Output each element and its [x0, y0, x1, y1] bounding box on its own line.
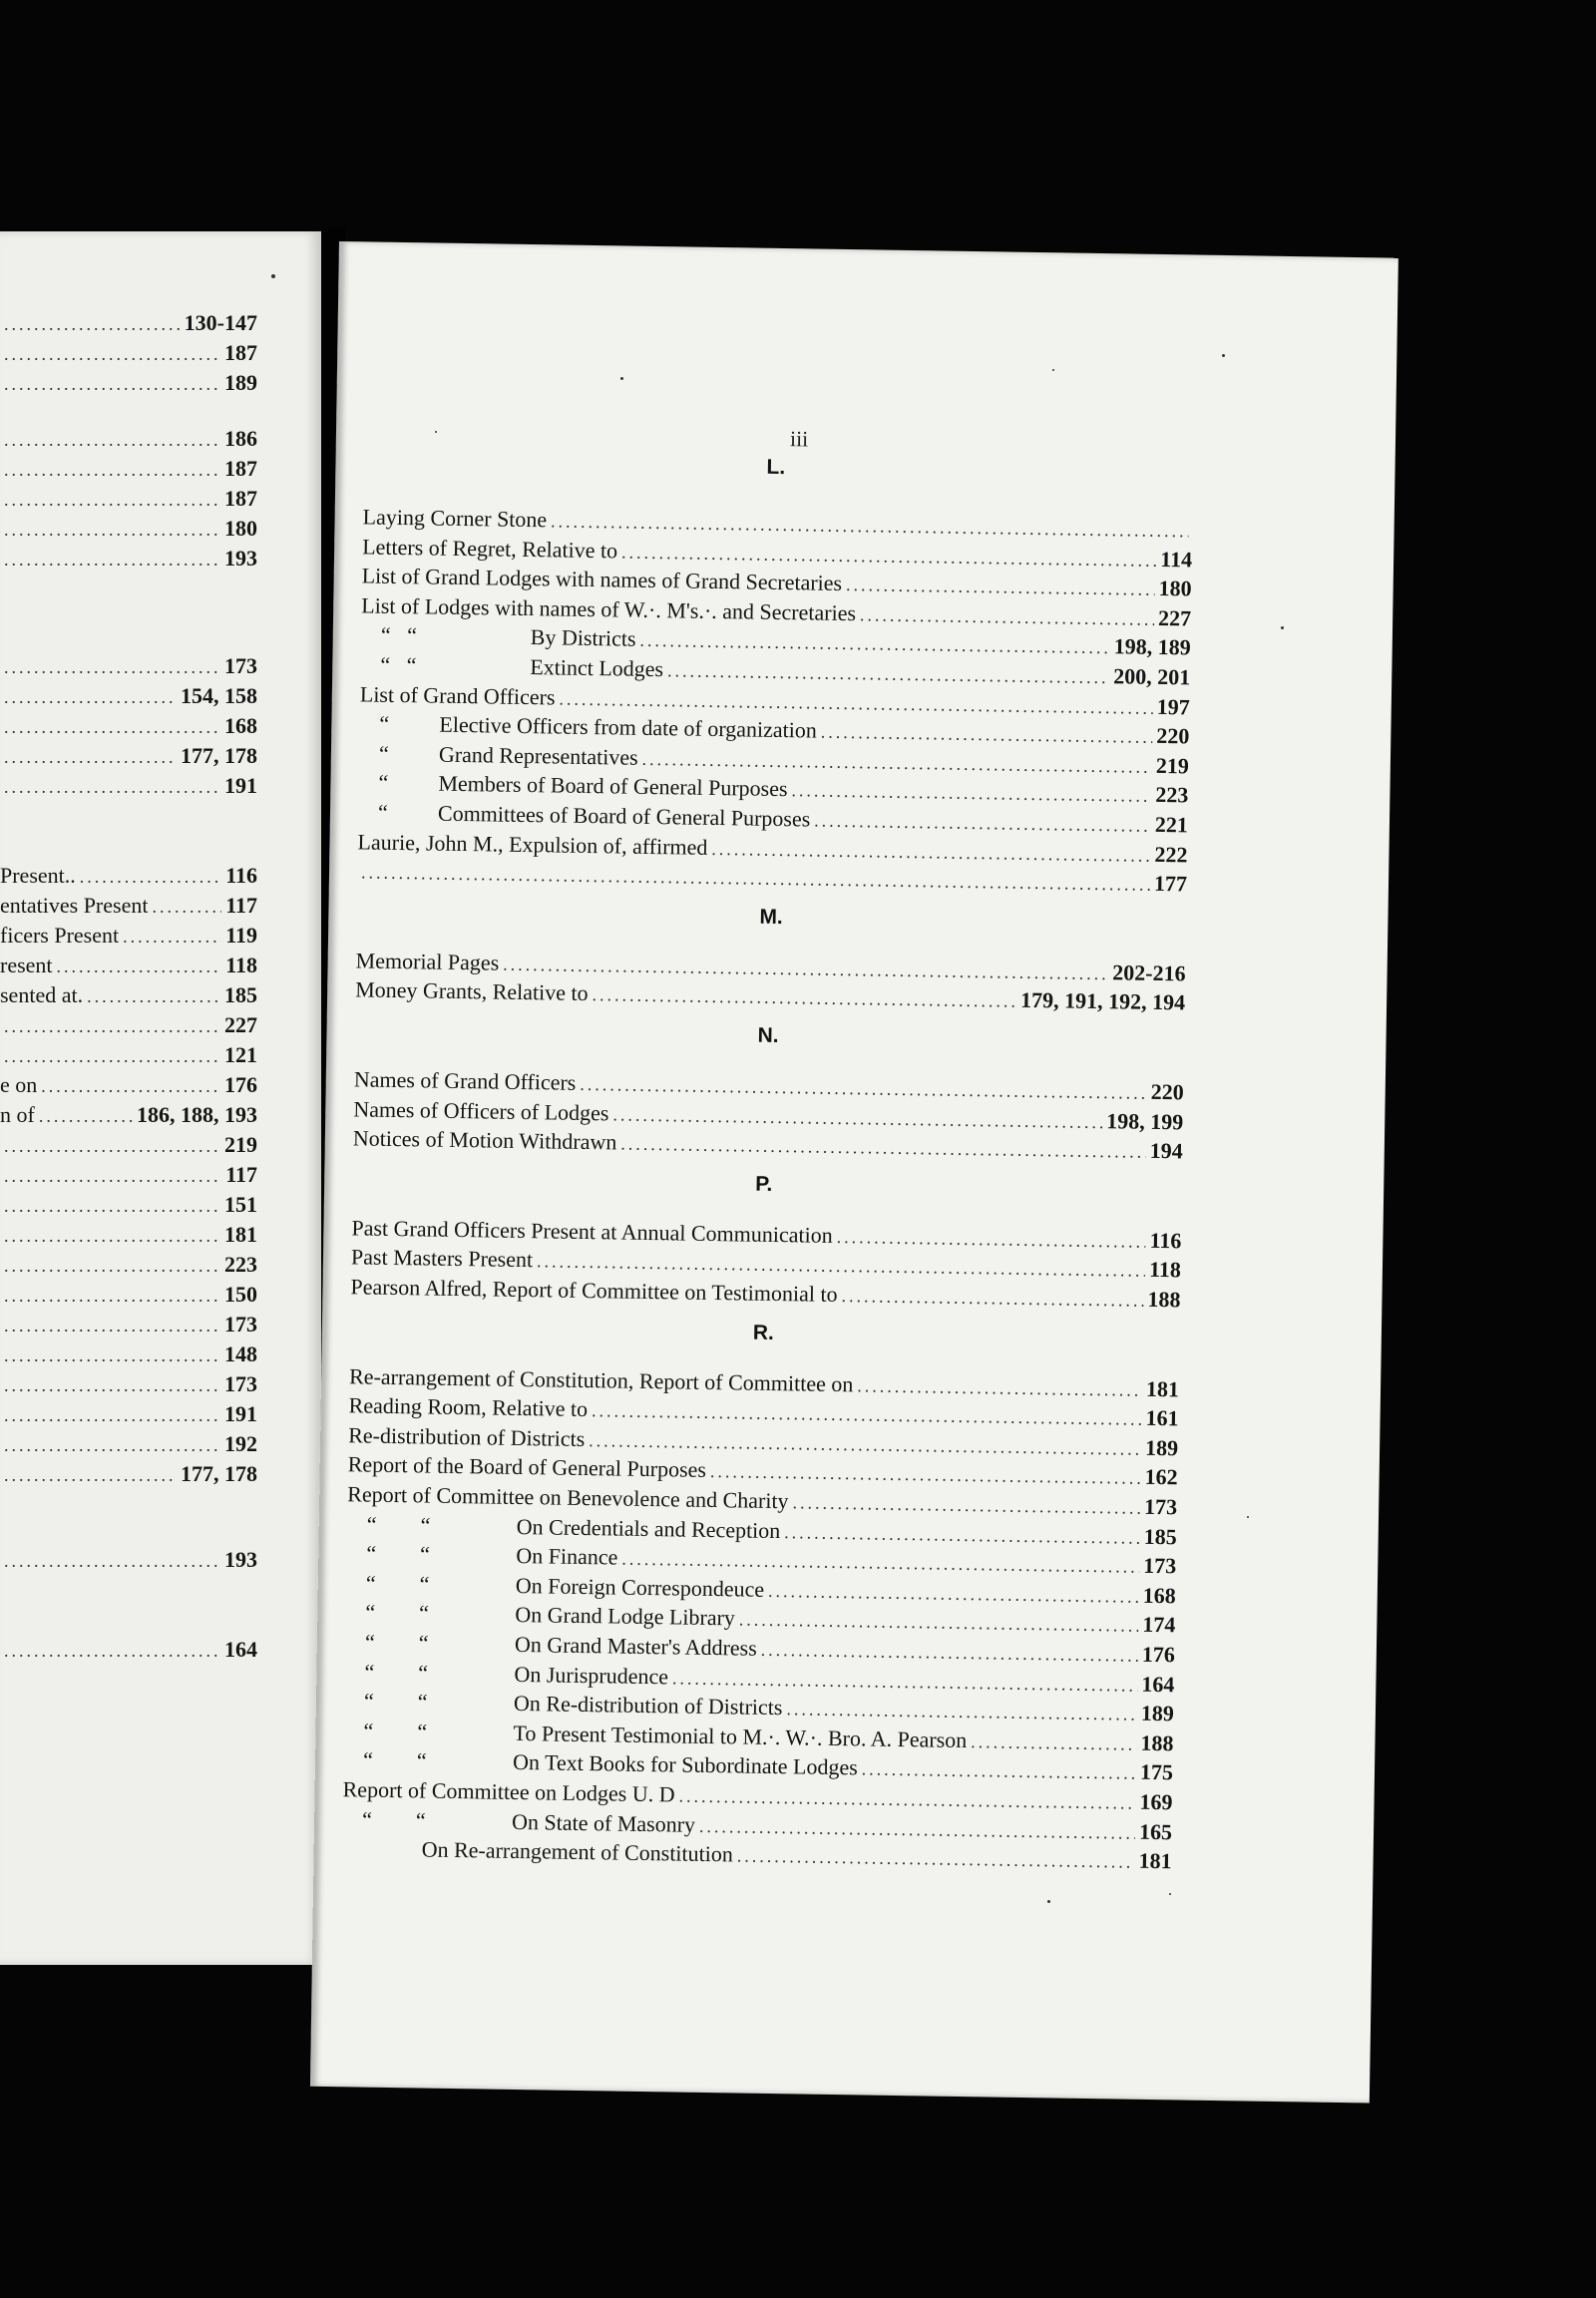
leader-dots [4, 1192, 220, 1220]
leader-dots [4, 1637, 220, 1665]
page-ref: 187 [224, 486, 257, 511]
entry-title: Pearson Alfred, Report of Committee on Testimonial to [350, 1274, 838, 1307]
page-ref: 162 [1144, 1464, 1178, 1490]
page-ref: 222 [1154, 841, 1188, 868]
page-ref: 114 [1160, 546, 1193, 573]
page-ref: 173 [224, 653, 257, 678]
left-index-entry [0, 922, 257, 951]
leader-dots [4, 1312, 220, 1340]
page-ref: 180 [1158, 575, 1192, 601]
leader-dots [57, 953, 222, 980]
entry-title: On Text Books for Subordinate Lodges [512, 1749, 858, 1780]
page-ref: 188 [1140, 1729, 1174, 1756]
page-ref: 223 [224, 1252, 257, 1277]
entry-title: On Jurisprudence [514, 1661, 669, 1689]
leader-dots [4, 486, 220, 514]
page-ref: 186, 188, 193 [137, 1102, 257, 1127]
ditto-mark: “ [378, 770, 389, 796]
leader-dots [4, 683, 177, 711]
entry-title: On Grand Master's Address [514, 1631, 757, 1661]
left-index-entry [0, 339, 257, 368]
entry-title: List of Lodges with names of W.·. M's.·. and Secretaries [361, 592, 857, 625]
ditto-mark: “ [378, 740, 389, 766]
leader-dots [4, 456, 220, 484]
speck-mark [1047, 1900, 1050, 1903]
left-index-entry [0, 1071, 257, 1100]
page-ref: 177, 178 [181, 743, 257, 768]
leader-dots [862, 1755, 1137, 1787]
entry-title: Committees of Board of General Purposes [437, 800, 811, 832]
page-ref: 179, 191, 192, 194 [1019, 987, 1186, 1015]
page-ref: 177, 178 [181, 1461, 257, 1486]
speck-mark [1247, 1516, 1249, 1518]
leader-dots [592, 980, 1016, 1015]
entry-title: Memorial Pages [355, 948, 500, 975]
entry-title: Elective Officers from date of organization [439, 711, 818, 743]
page-ref: 193 [224, 546, 257, 571]
leader-dots [4, 743, 177, 771]
page-ref: 118 [225, 953, 257, 977]
page-ref: 227 [224, 1012, 257, 1037]
ditto-mark: “ “ [363, 1718, 428, 1744]
leader-dots [4, 1132, 220, 1160]
entry-title: Report of the Board of General Purposes [347, 1451, 707, 1483]
entry-title: Money Grants, Relative to [355, 976, 589, 1006]
entry-title: To Present Testimonial to M.·. W.·. Bro. A. Pearson [513, 1720, 968, 1752]
leader-dots [4, 653, 220, 681]
page-ref: 185 [1143, 1523, 1177, 1549]
page-ref: 220 [1150, 1078, 1184, 1105]
left-index-entry [0, 1101, 257, 1130]
left-index-entry [0, 369, 257, 398]
speck-mark [1169, 1893, 1171, 1895]
page-ref: 180 [224, 516, 257, 541]
entry-title: List of Grand Lodges with names of Grand Secretaries [361, 563, 843, 596]
leader-dots [4, 1461, 177, 1489]
entry-title: On Credentials and Reception [516, 1513, 781, 1543]
entry-title: Grand Representatives [438, 741, 638, 770]
page-ref: 191 [224, 773, 257, 798]
entry-title: Members of Board of General Purposes [438, 771, 788, 802]
left-index-entry [0, 545, 257, 574]
entry-title: Re-distribution of Districts [348, 1422, 586, 1451]
leader-dots [4, 1547, 220, 1575]
page-ref: 177 [1153, 871, 1188, 897]
leader-dots [123, 923, 221, 951]
entry-title: Names of Officers of Lodges [353, 1095, 609, 1125]
entry-title: resent [0, 953, 53, 977]
left-index-entry [0, 1636, 257, 1665]
page-ref: 189 [224, 370, 257, 395]
entry-title: By Districts [530, 624, 636, 652]
page-ref: 116 [1149, 1227, 1182, 1254]
left-index-entry [0, 1041, 257, 1070]
page-ref: 169 [1139, 1788, 1173, 1815]
entry-title: Letters of Regret, Relative to [362, 533, 618, 564]
leader-dots [41, 1072, 220, 1100]
leader-dots [4, 426, 220, 454]
entry-title: On Foreign Correspondeuce [515, 1572, 765, 1602]
entry-title: On Re-arrangement of Constitution [421, 1836, 734, 1867]
page-ref: 185 [224, 982, 257, 1007]
page-ref: 188 [1147, 1286, 1181, 1313]
ditto-mark [342, 1855, 422, 1856]
page-ref: 161 [1145, 1405, 1179, 1431]
page-ref: 116 [225, 863, 257, 888]
page-ref: 164 [1141, 1671, 1175, 1697]
leader-dots [841, 1282, 1143, 1315]
page-ref: 197 [1156, 693, 1190, 720]
right-page [310, 241, 1398, 2103]
left-index-entry [0, 515, 257, 544]
page-ref: 181 [1145, 1375, 1180, 1401]
entry-title: e on [0, 1072, 38, 1097]
entry-title: entatives Present [0, 893, 149, 918]
left-index-entry [0, 712, 257, 741]
left-index-entry [0, 1546, 257, 1575]
speck-mark [1052, 369, 1054, 371]
page-ref: 165 [1138, 1818, 1173, 1844]
page-ref: 189 [1144, 1434, 1179, 1461]
page-number: iii [789, 426, 809, 452]
leader-dots [80, 863, 221, 891]
page-ref: 176 [1141, 1641, 1176, 1668]
entry-title: Laurie, John M., Expulsion of, affirmed [357, 828, 708, 860]
left-index-entry [0, 892, 257, 921]
left-index-entry [0, 425, 257, 454]
left-index-entry [0, 952, 257, 980]
left-index-entry [0, 1460, 257, 1489]
entry-title: Present.. [0, 863, 76, 888]
page-ref: 198, 199 [1106, 1107, 1184, 1134]
page-ref: 117 [225, 1162, 257, 1187]
leader-dots [4, 1042, 220, 1070]
section-letter: M. [759, 905, 783, 929]
page-ref: 202-216 [1112, 959, 1186, 986]
leader-dots [4, 1222, 220, 1250]
page-ref: 173 [1143, 1553, 1177, 1579]
left-index-entry [0, 1311, 257, 1340]
entry-title: n of [0, 1102, 35, 1127]
leader-dots [620, 1130, 1146, 1166]
left-index-entry [0, 742, 257, 771]
leader-dots [4, 713, 220, 741]
page-ref: 198, 189 [1113, 633, 1191, 660]
left-index-entry [0, 1400, 257, 1429]
ditto-mark: “ “ [364, 1629, 429, 1656]
section-letter: R. [752, 1321, 775, 1344]
leader-dots [4, 340, 220, 368]
page-ref: 130-147 [184, 310, 257, 335]
page-ref: 151 [224, 1192, 257, 1217]
page-ref: 168 [224, 713, 257, 738]
page-ref: 223 [1155, 782, 1189, 808]
ditto-mark: “ “ [380, 651, 417, 678]
ditto-mark: “ “ [364, 1659, 429, 1686]
ditto-mark: “ “ [366, 1540, 431, 1567]
leader-dots [4, 546, 220, 574]
section-letter: L. [766, 455, 786, 480]
entry-title: Past Grand Officers Present at Annual Communication [351, 1215, 833, 1248]
speck-mark [435, 431, 437, 433]
leader-dots [857, 1371, 1142, 1403]
entry-title: ficers Present [0, 923, 120, 948]
page-ref: 186 [224, 426, 257, 451]
ditto-mark: “ “ [363, 1688, 428, 1715]
ditto-mark: “ “ [362, 1746, 427, 1773]
leader-dots [152, 893, 221, 921]
page-ref: 118 [1148, 1257, 1182, 1283]
page-ref: 221 [1154, 811, 1189, 838]
section-letter: P. [755, 1172, 773, 1196]
left-index-entry [0, 1281, 257, 1310]
entry-title: On State of Masonry [511, 1808, 696, 1837]
entry-title: On Finance [516, 1543, 618, 1570]
entry-title: On Re-distribution of Districts [513, 1691, 783, 1721]
entry-title: Report of Committee on Benevolence and Charity [347, 1481, 789, 1514]
page-ref: 173 [224, 1312, 257, 1337]
entry-title: Reading Room, Relative to [348, 1392, 589, 1422]
leader-dots [4, 1341, 220, 1369]
page-ref: 219 [1155, 752, 1190, 779]
leader-dots [846, 571, 1155, 603]
entry-title: Extinct Lodges [530, 654, 664, 682]
left-index-entry [0, 862, 257, 891]
left-index-entry [0, 1430, 257, 1459]
ditto-mark: “ “ [366, 1511, 431, 1538]
left-index-entry [0, 1340, 257, 1369]
left-index-entry [0, 682, 257, 711]
ditto-mark: “ [379, 710, 390, 737]
leader-dots [821, 718, 1153, 751]
left-index-entry [0, 1191, 257, 1220]
page-ref: 181 [1138, 1847, 1172, 1874]
leader-dots [814, 807, 1151, 840]
page-ref: 173 [1143, 1493, 1178, 1520]
entry-title: On Grand Lodge Library [515, 1602, 736, 1631]
page-ref: 119 [225, 923, 257, 948]
left-index-entry [0, 455, 257, 484]
page-ref: 164 [224, 1637, 257, 1662]
entry-title: Laying Corner Stone [362, 504, 548, 533]
ditto-mark: “ “ [380, 622, 418, 648]
left-index-entry [0, 981, 257, 1010]
page-ref: 175 [1139, 1759, 1174, 1785]
leader-dots [87, 982, 220, 1010]
entry-title: Past Masters Present [350, 1244, 534, 1273]
ditto-mark: “ “ [365, 1599, 430, 1626]
section-letter: N. [757, 1023, 779, 1048]
page-ref: 117 [225, 893, 257, 918]
leader-dots [4, 1401, 220, 1429]
left-page [0, 231, 321, 1965]
leader-dots [860, 600, 1155, 633]
entry-title: Report of Committee on Lodges U. D [342, 1776, 675, 1807]
left-index-entry [0, 309, 257, 338]
leader-dots [4, 370, 220, 398]
entry-title: Re-arrangement of Constitution, Report of Committee on [348, 1362, 854, 1396]
leader-dots [4, 1012, 220, 1040]
leader-dots [971, 1727, 1137, 1758]
speck-mark [1222, 354, 1225, 357]
leader-dots [737, 1842, 1135, 1876]
ditto-mark: “ “ [365, 1570, 430, 1597]
left-index-entry [0, 652, 257, 681]
page-ref: 187 [224, 456, 257, 481]
page-ref: 219 [224, 1132, 257, 1157]
entry-title: sented at. [0, 982, 84, 1007]
page-ref: 150 [224, 1282, 257, 1307]
leader-dots [4, 310, 181, 338]
left-index-entry [0, 1221, 257, 1250]
page-ref: 154, 158 [181, 683, 257, 708]
entry-title: Notices of Motion Withdrawn [352, 1125, 617, 1155]
leader-dots [39, 1102, 133, 1130]
ditto-mark: “ [377, 799, 388, 825]
page-ref: 121 [224, 1042, 257, 1067]
left-index-entry [0, 1161, 257, 1190]
page-ref: 168 [1142, 1582, 1176, 1609]
left-index-entry [0, 1131, 257, 1160]
page-ref: 194 [1149, 1138, 1183, 1164]
page-ref: 220 [1156, 723, 1190, 749]
page-ref: 200, 201 [1113, 663, 1191, 690]
left-index-entry [0, 1011, 257, 1040]
page-ref: 176 [224, 1072, 257, 1097]
leader-dots [836, 1223, 1145, 1256]
left-index-entry [0, 1370, 257, 1399]
page-ref: 191 [224, 1401, 257, 1426]
page-ref: 174 [1142, 1612, 1176, 1638]
leader-dots [4, 1431, 220, 1459]
page-ref: 192 [224, 1431, 257, 1456]
entry-title: List of Grand Officers [359, 680, 556, 710]
page-ref: 227 [1157, 604, 1192, 631]
page-ref: 193 [224, 1547, 257, 1572]
page-ref: 148 [224, 1341, 257, 1366]
left-index-entry [0, 485, 257, 514]
ditto-mark: “ “ [361, 1806, 426, 1833]
leader-dots [4, 1162, 221, 1190]
page-ref: 181 [224, 1222, 257, 1247]
page-ref: 187 [224, 340, 257, 365]
leader-dots [4, 1252, 220, 1280]
leader-dots [4, 773, 220, 801]
leader-dots [4, 1282, 220, 1310]
left-index-entry [0, 1251, 257, 1280]
speck-mark [271, 274, 275, 278]
entry-title: Names of Grand Officers [353, 1066, 577, 1095]
speck-mark [620, 377, 623, 380]
page-ref: 173 [224, 1371, 257, 1396]
leader-dots [4, 1371, 220, 1399]
speck-mark [1281, 626, 1284, 629]
leader-dots [4, 516, 220, 544]
left-index-entry [0, 772, 257, 801]
page-ref: 189 [1140, 1700, 1175, 1726]
